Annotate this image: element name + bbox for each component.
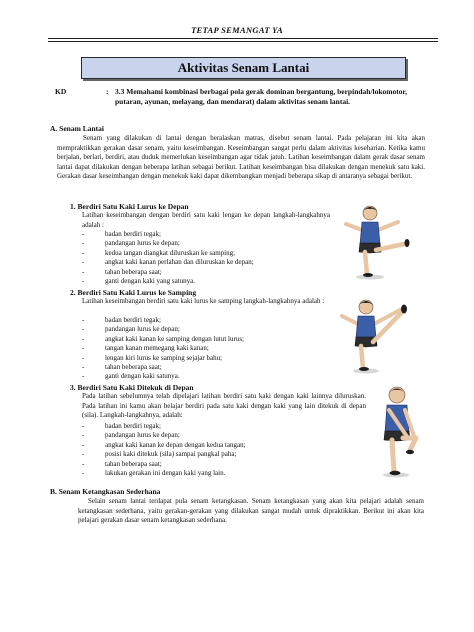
header-divider-thin xyxy=(48,41,438,42)
kd-text: 3.3 Memahami kombinasi berbagai pola gerak dominan bergantung, berpindah/lokomotor, putaran, ayunan, melayang, dan mendarat) dalam aktivitas senam lantai. xyxy=(115,87,408,106)
header-divider xyxy=(48,38,438,39)
figure-leg-bent xyxy=(372,382,428,478)
list-item: - posisi kaki ditekuk (sila) sampai pangkal paha; xyxy=(82,450,362,459)
figure-arm xyxy=(346,224,362,230)
figure-leg xyxy=(392,440,394,472)
list-item: - badan berdiri tegak; xyxy=(82,422,362,431)
list-item: - pandangan lurus ke depan; xyxy=(82,239,332,248)
list-item: - kedua tangan diangkat diluruskan ke samping; xyxy=(82,249,332,258)
list-item: - pandangan lurus ke depan; xyxy=(82,431,362,440)
list-item: - angkat kaki kanan ke depan dengan kedua tangan; xyxy=(82,441,362,450)
list-item: - pandangan lurus ke depan; xyxy=(82,325,332,334)
figure-leg-forward xyxy=(340,200,420,280)
figure-leg xyxy=(365,252,367,274)
kd-block xyxy=(106,87,426,107)
section-a-title: A. Senam Lantai xyxy=(50,124,104,133)
item-3-intro: Pada latihan sebelumnya telah dipelajari latihan berdiri satu kaki dengan kaki lainnya diluruskan. Pada latihan ini kamu akan belajar berdiri pada satu kaki dengan kaki yang lain ditekuk di depan (sila). Langkah-langkahnya, adalah: xyxy=(82,392,366,419)
figure-shirt xyxy=(360,222,380,244)
item-2-title: 2. Berdiri Satu Kaki Lurus ke Samping xyxy=(70,288,197,297)
item-3-title: 3. Berdiri Satu Kaki Ditekuk di Depan xyxy=(70,383,194,392)
list-item: - ganti dengan kaki satunya. xyxy=(82,372,332,381)
item-1-steps xyxy=(82,230,332,286)
item-2-steps xyxy=(82,316,332,382)
list-item: - lengan kiri lurus ke samping sejajar bahu; xyxy=(82,354,332,363)
list-item: - tangan kanan memegang kaki kanan; xyxy=(82,344,332,353)
list-item: - angkat kaki kanan ke samping dengan lutut lurus; xyxy=(82,335,332,344)
figure-arm xyxy=(342,316,358,324)
list-item: - tahan beberapa saat; xyxy=(82,268,332,277)
item-1-intro: Latihan keseimbangan dengan berdiri satu kaki lengan ke depan langkah-langkahnya adalah : xyxy=(82,211,330,229)
section-b-title: B. Senam Ketangkasan Sederhana xyxy=(50,487,161,496)
item-1-title: 1. Berdiri Satu Kaki Lurus ke Depan xyxy=(70,202,189,211)
figure-leg-side xyxy=(338,292,418,374)
section-a-paragraph: Senam yang dilakukan di lantai dengan beralaskan matras, disebut senam lantai. Pada pelajaran ini kita akan mempraktikkan gerakan dasar senam, yaitu keseimbangan. Keseimbangan sangat perlu dalam aktivitas keseharian. Ketika kamu berjalan, berlari, berdiri, atau duduk memerlukan keseimbangan agar tidak jatuh. Latihan keseimbangan dalam gerak dasar senam lantai dapat dilakukan dengan beberapa latihan sebagai berikut. Latihan keseimbangan bisa dilakukan dengan menekuk satu kaki. Gerakan dasar keseimbangan dengan menekuk kaki dapat dikembangkan menjadi beberapa sikap di antaranya sebagai berikut. xyxy=(57,134,425,180)
figure-shoe xyxy=(405,239,410,247)
page-title: Aktivitas Senam Lantai xyxy=(81,57,406,79)
list-item: - ganti dengan kaki yang satunya. xyxy=(82,277,332,286)
figure-shoe xyxy=(406,450,414,454)
figure-shoe xyxy=(359,367,369,371)
figure-shoe xyxy=(363,273,373,277)
figure-shirt xyxy=(356,316,376,338)
list-item: - badan berdiri tegak; xyxy=(82,316,332,325)
section-b-paragraph: Selain senam lantai terdapat pula senam ketangkasan. Senam ketangkasan yang akan kita pelajari adalah senam ketangkasan sederhana, yaitu gerakan-gerakan yang dilakukan sangat mudah untuk dipraktikkan. Berikut ini akan kita pelajari gerakan dasar senam ketangkasan sederhana. xyxy=(78,497,424,524)
figure-arm xyxy=(378,222,398,230)
page-header: TETAP SEMANGAT YA xyxy=(191,25,283,35)
kd-colon: : xyxy=(106,87,109,96)
list-item: - tahan beberapa saat; xyxy=(82,363,332,372)
item-2-intro: Latihan keseimbangan berdiri satu kaki lurus ke samping langkah-langkahnya adalah : xyxy=(82,297,325,305)
list-item: - lakukan gerakan ini dengan kaki yang lain. xyxy=(82,469,362,478)
figure-shoe xyxy=(401,305,407,314)
list-item: - tahan beberapa saat; xyxy=(82,460,362,469)
kd-label: KD xyxy=(55,87,67,96)
figure-leg xyxy=(361,346,363,368)
item-3-steps xyxy=(82,422,362,478)
list-item: - angkat kaki kanan perlahan dan diluruskan ke depan; xyxy=(82,258,332,267)
list-item: - badan berdiri tegak; xyxy=(82,230,332,239)
figure-shoe xyxy=(390,471,401,475)
